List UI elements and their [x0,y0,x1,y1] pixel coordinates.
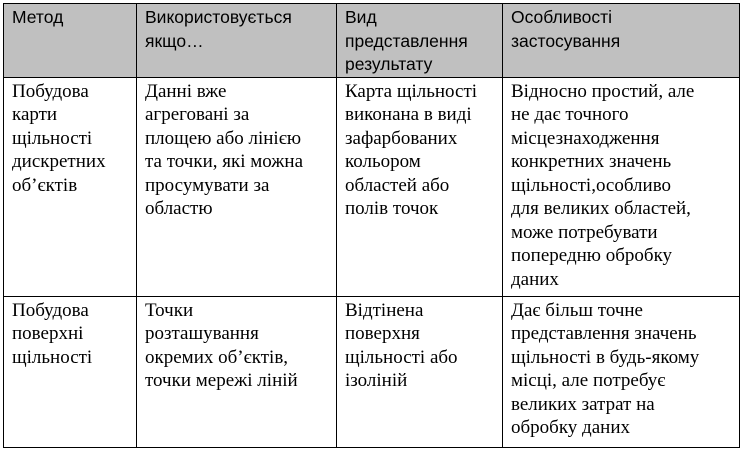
table-row [4,77,740,296]
header-row [4,4,740,78]
header-used-if-text: Використовується якщо… [145,7,292,51]
cell-used-if-text: Данні вже агреговані за площею або лінією та точки, які можна просумувати за областю [145,80,304,219]
cell-result-type-text: Відтінена поверхня щільності або ізоліній [345,299,458,391]
header-used-if [137,4,337,78]
cell-result-type-text: Карта щільності виконана в виді зафарбованих кольором областей або полів точок [345,80,478,219]
header-method [4,4,137,78]
cell-method-text: Побудова поверхні щільності [12,299,93,368]
cell-used-if [137,77,337,296]
cell-features-text: Дає більш точне представлення значень щільності в будь-якому місці, але потребує великих затрат на обробку даних [511,299,700,438]
header-result-type-text: Вид представлення результату [345,7,468,74]
table-row [4,296,740,447]
header-features-text: Особливості застосування [511,7,621,51]
cell-result-type [337,296,503,447]
cell-features [503,77,740,296]
cell-features [503,296,740,447]
cell-result-type [337,77,503,296]
methods-table [3,3,740,448]
cell-used-if [137,296,337,447]
header-method-text: Метод [12,7,64,27]
header-features [503,4,740,78]
cell-features-text: Відносно простий, але не дає точного місцезнаходження конкретних значень щільності,особливо для великих областей, може потребувати попередню обробку даних [511,80,695,290]
cell-method-text: Побудова карти щільності дискретних об’єктів [12,80,106,196]
header-result-type [337,4,503,78]
cell-used-if-text: Точки розташування окремих об’єктів, точки мережі ліній [145,299,298,391]
cell-method [4,296,137,447]
cell-method [4,77,137,296]
